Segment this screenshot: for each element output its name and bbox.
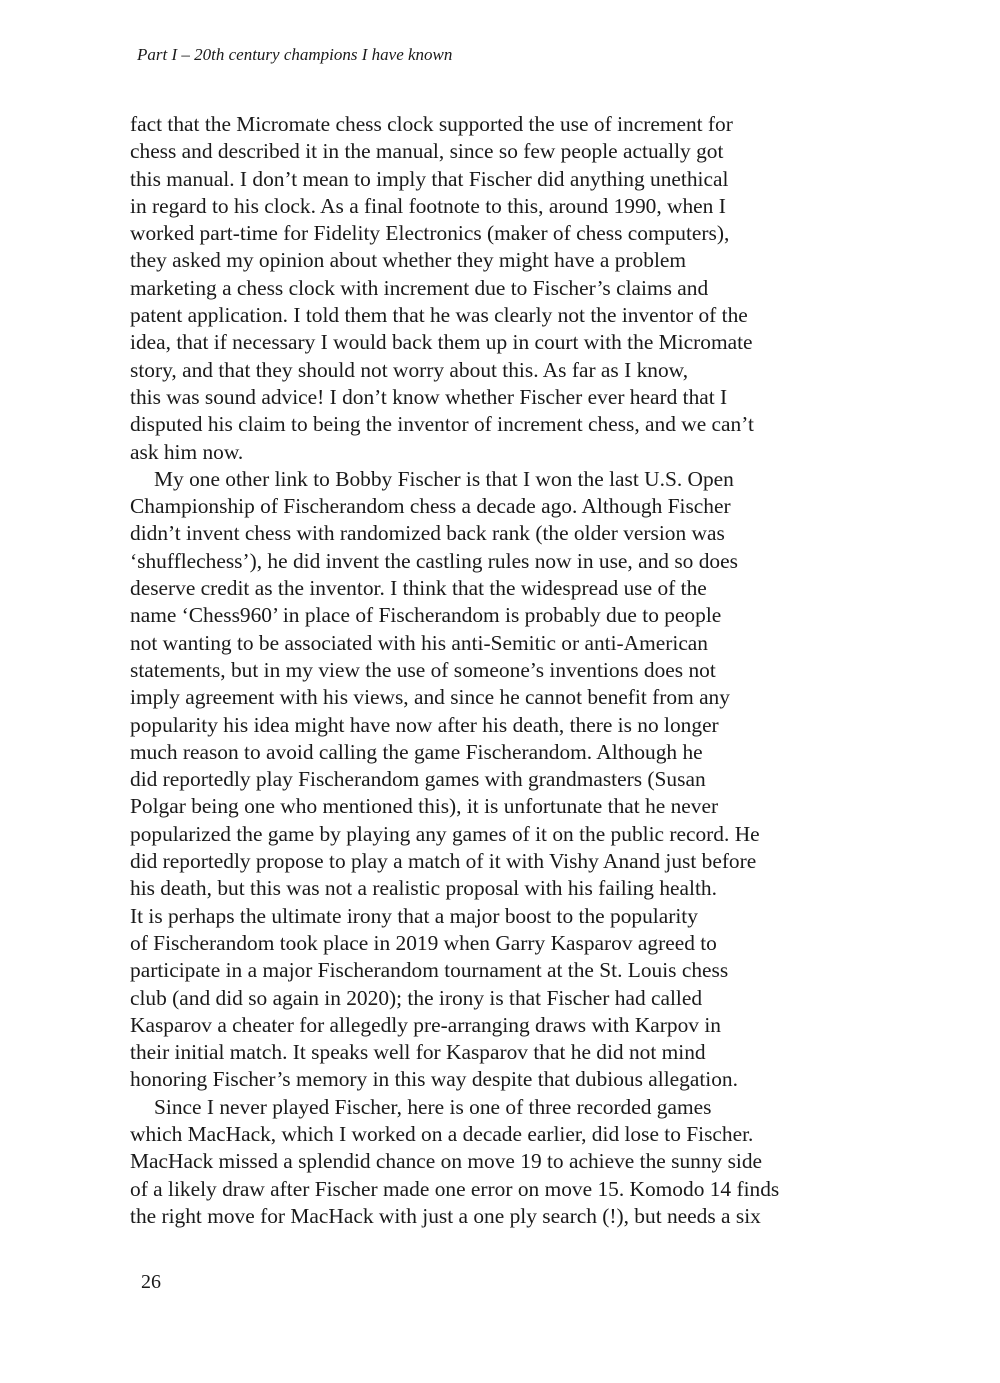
text-line: of Fischerandom took place in 2019 when Garry Kasparov agreed to [130,930,717,955]
text-line: this manual. I don’t mean to imply that Fischer did anything unethical [130,166,729,191]
text-line: Polgar being one who mentioned this), it is unfortunate that he never [130,794,719,819]
text-line: did reportedly propose to play a match of it with Vishy Anand just before [130,849,757,874]
text-line: MacHack missed a splendid chance on move 19 to achieve the sunny side [130,1149,763,1174]
text-line: of a likely draw after Fischer made one error on move 15. Komodo 14 finds [130,1176,780,1201]
text-line: his death, but this was not a realistic proposal with his failing health. [130,876,717,901]
text-line: story, and that they should not worry about this. As far as I know, [130,357,689,382]
text-line: popularized the game by playing any games of it on the public record. He [130,821,760,846]
text-line: the right move for MacHack with just a one ply search (!), but needs a six [130,1203,761,1228]
text-line: patent application. I told them that he was clearly not the inventor of the [130,303,748,328]
text-line: name ‘Chess960’ in place of Fischerandom is probably due to people [130,603,722,628]
text-line: deserve credit as the inventor. I think that the widespread use of the [130,576,707,601]
text-line: ‘shufflechess’), he did invent the castling rules now in use, and so does [130,548,738,573]
text-line: in regard to his clock. As a final footnote to this, around 1990, when I [130,193,726,218]
text-line: participate in a major Fischerandom tournament at the St. Louis chess [130,958,729,983]
text-line: not wanting to be associated with his anti-Semitic or anti-American [130,630,708,655]
text-line: Kasparov a cheater for allegedly pre-arranging draws with Karpov in [130,1012,721,1037]
text-line: Championship of Fischerandom chess a decade ago. Although Fischer [130,494,731,519]
text-line: worked part-time for Fidelity Electronics (maker of chess computers), [130,221,730,246]
page-number: 26 [141,1271,161,1293]
text-line: much reason to avoid calling the game Fischerandom. Although he [130,739,703,764]
text-line: Since I never played Fischer, here is one of three recorded games [154,1094,712,1119]
text-line: disputed his claim to being the inventor of increment chess, and we can’t [130,412,754,437]
body-text [130,111,870,1230]
text-line: didn’t invent chess with randomized back rank (the older version was [130,521,725,546]
text-line: statements, but in my view the use of someone’s inventions does not [130,657,716,682]
text-line: which MacHack, which I worked on a decade earlier, did lose to Fischer. [130,1121,754,1146]
running-head: Part I – 20th century champions I have known [137,45,453,64]
text-line: chess and described it in the manual, since so few people actually got [130,139,724,164]
text-line: they asked my opinion about whether they might have a problem [130,248,687,273]
text-line: honoring Fischer’s memory in this way despite that dubious allegation. [130,1067,738,1092]
text-line: imply agreement with his views, and since he cannot benefit from any [130,685,730,710]
text-line: marketing a chess clock with increment due to Fischer’s claims and [130,275,709,300]
text-line: their initial match. It speaks well for Kasparov that he did not mind [130,1040,706,1065]
text-line: My one other link to Bobby Fischer is that I won the last U.S. Open [154,466,734,491]
text-line: idea, that if necessary I would back them up in court with the Micromate [130,330,753,355]
text-line: fact that the Micromate chess clock supported the use of increment for [130,112,733,136]
text-line: this was sound advice! I don’t know whether Fischer ever heard that I [130,384,728,409]
text-line: popularity his idea might have now after his death, there is no longer [130,712,719,737]
text-line: ask him now. [130,439,244,464]
text-line: club (and did so again in 2020); the irony is that Fischer had called [130,985,703,1010]
text-line: did reportedly play Fischerandom games with grandmasters (Susan [130,767,706,792]
text-line: It is perhaps the ultimate irony that a major boost to the popularity [130,903,698,928]
